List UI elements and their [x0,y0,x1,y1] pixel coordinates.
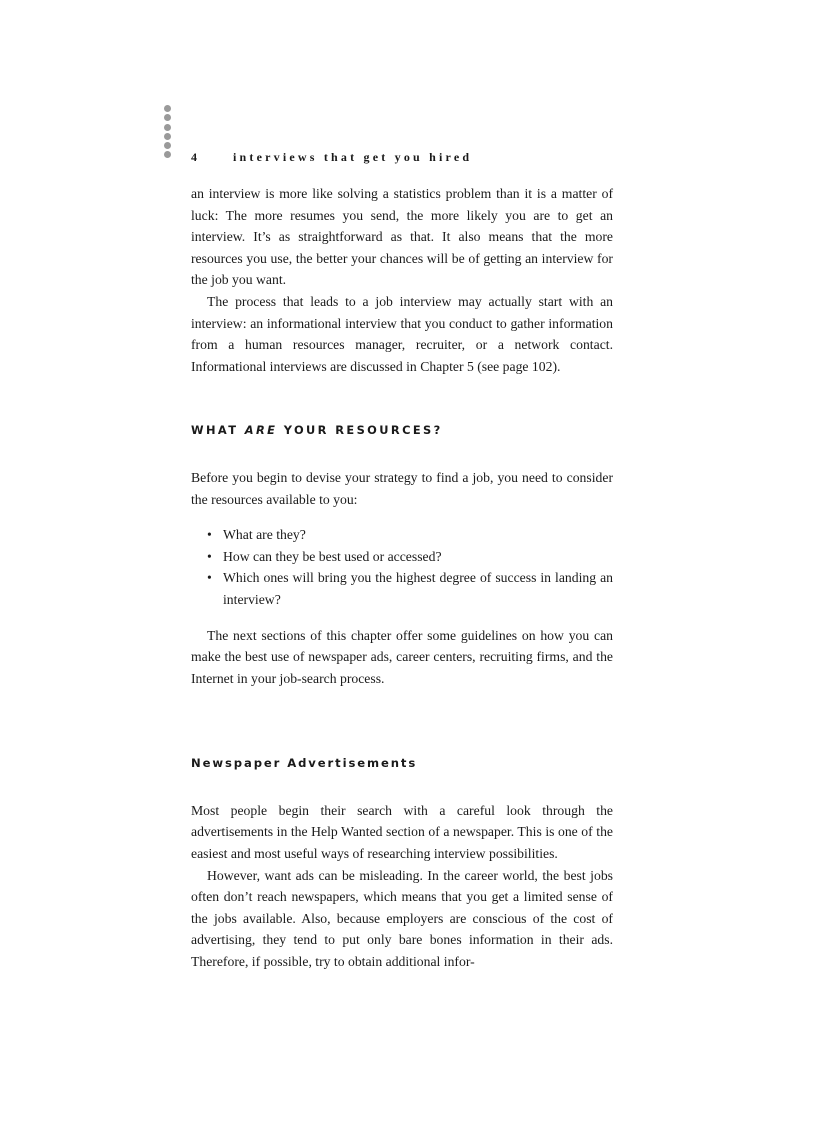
dot-icon [164,133,171,140]
paragraph: Before you begin to devise your strategy to find a job, you need to consider the resources available to you: [191,469,613,507]
section-heading [191,420,613,442]
paragraph: an interview is more like solving a statistics problem than it is a matter of luck: The more resumes you send, the more likely you are to get an interview. It’s as straightforward as that. It also means that the more resources you use, the better your chances will be of getting an interview for the job you want. [191,186,613,288]
paragraph: Most people begin their search with a careful look through the advertisements in the Help Wanted section of a newspaper. This is one of the easiest and most useful ways of researching interview possibilities. [191,802,613,862]
subsection-heading: Newspaper Advertisements [191,756,418,771]
dot-icon [164,151,171,158]
list-item: • How can they be best used or accessed? [207,546,613,568]
book-title: interviews that get you hired [233,150,473,164]
dot-icon [164,124,171,131]
dot-icon [164,105,171,112]
section-heading-text: WHAT [191,423,245,438]
dot-icon [164,114,171,121]
dot-icon [164,142,171,149]
section-heading-emphasis: ARE [244,423,278,438]
list-item: • Which ones will bring you the highest degree of success in landing an interview? [207,567,613,610]
paragraph: However, want ads can be misleading. In the career world, the best jobs often don’t reach newspapers, which means that you get a limited sense of the jobs available. Also, because employers are conscious of the cost of advertising, they tend to put only bare bones information in their ads. Therefore, if possible, try to obtain additional infor- [191,867,613,970]
paragraph: The next sections of this chapter offer some guidelines on how you can make the best use of newspaper ads, career centers, recruiting firms, and the Internet in your job-search process. [191,627,613,686]
list-item: • What are they? [207,524,613,546]
bullet-list [191,524,613,610]
decorative-dots [164,105,174,161]
running-head [191,150,472,165]
page-body [191,183,613,973]
page-number: 4 [191,150,197,164]
paragraph: The process that leads to a job interview may actually start with an interview: an informational interview that you conduct to gather information from a human resources manager, recruiter, or a network contact. Informational interviews are discussed in Chapter 5 (see page 102). [191,293,613,374]
section-heading-text: YOUR RESOURCES? [277,423,443,438]
